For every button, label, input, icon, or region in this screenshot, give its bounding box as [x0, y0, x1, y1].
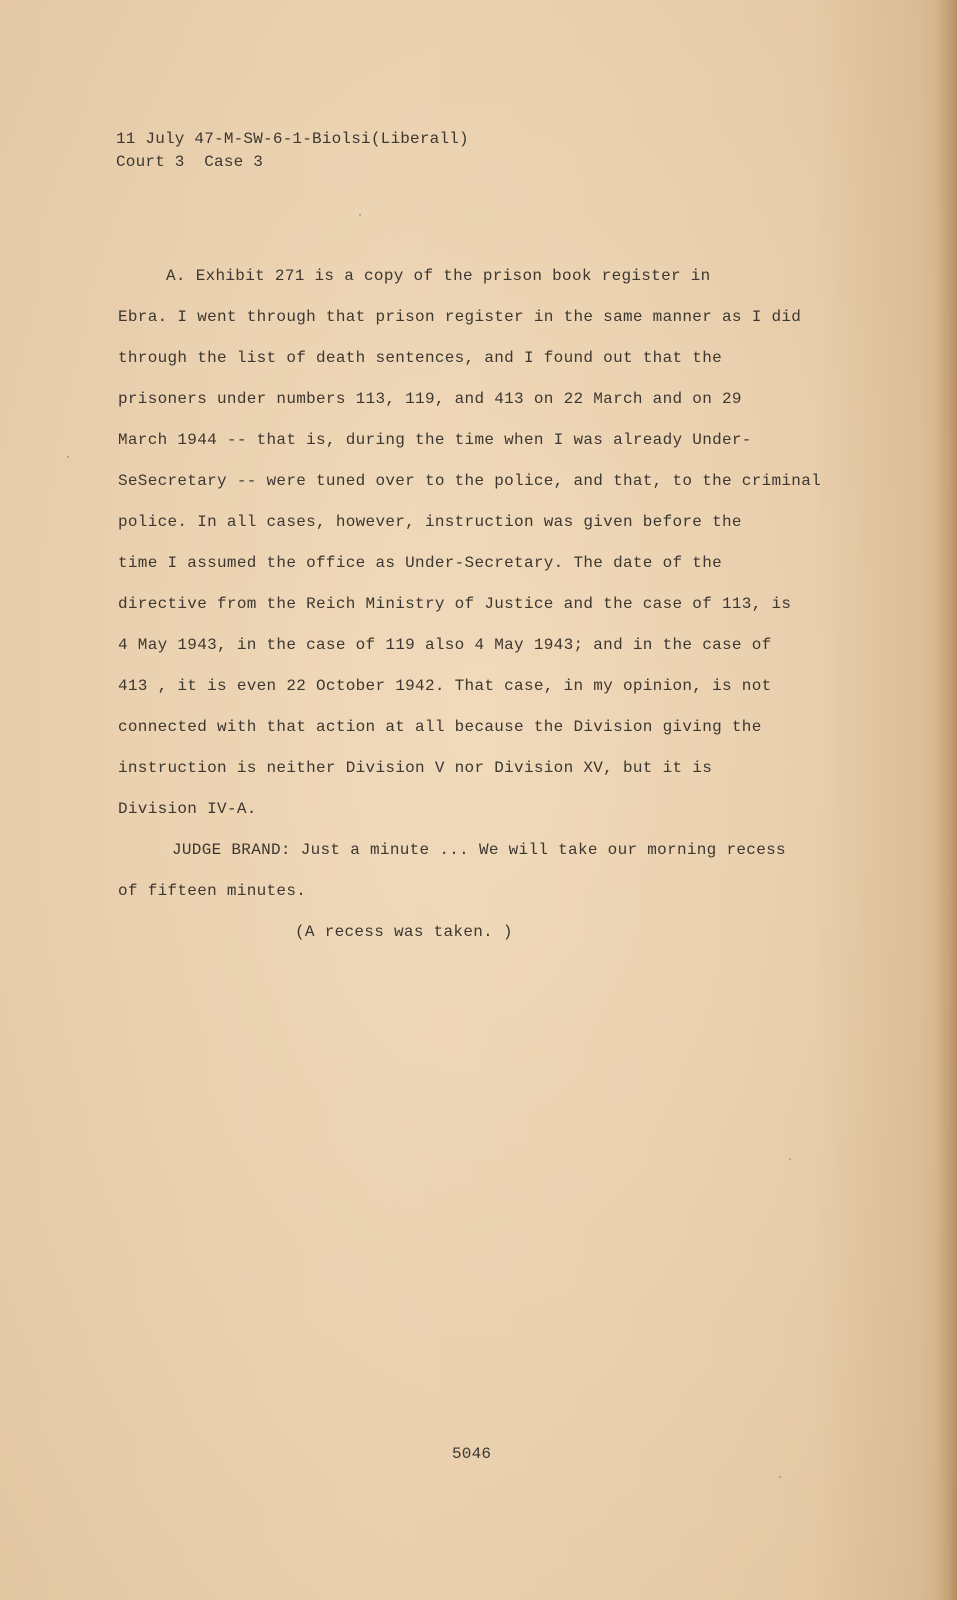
header-reference: 11 July 47-M-SW-6-1-Biolsi(Liberall): [116, 130, 469, 148]
transcript-line: Division IV-A.: [118, 800, 257, 818]
transcript-line: 4 May 1943, in the case of 119 also 4 May 1943; and in the case of: [118, 636, 772, 654]
transcript-line: time I assumed the office as Under-Secretary. The date of the: [118, 554, 722, 572]
transcript-line: Ebra. I went through that prison register in the same manner as I did: [118, 308, 802, 326]
judge-statement-line: JUDGE BRAND: Just a minute ... We will take our morning recess: [172, 841, 786, 859]
paper-speck: [359, 214, 361, 216]
transcript-line: through the list of death sentences, and I found out that the: [118, 349, 722, 367]
paper-speck: [67, 456, 69, 458]
header-court-case: Court 3 Case 3: [116, 153, 264, 171]
transcript-line: A. Exhibit 271 is a copy of the prison book register in: [166, 267, 711, 285]
transcript-line: connected with that action at all because the Division giving the: [118, 718, 762, 736]
document-header: [116, 128, 469, 174]
paper-speck: [779, 1476, 781, 1478]
paper-edge-shadow: [935, 0, 957, 1600]
transcript-line: prisoners under numbers 113, 119, and 413 on 22 March and on 29: [118, 390, 742, 408]
transcript-line: 413 , it is even 22 October 1942. That case, in my opinion, is not: [118, 677, 772, 695]
recess-note: (A recess was taken. ): [295, 923, 513, 941]
transcript-line: directive from the Reich Ministry of Justice and the case of 113, is: [118, 595, 792, 613]
transcript-line: SeSecretary -- were tuned over to the police, and that, to the criminal: [118, 472, 822, 490]
transcript-line: March 1944 -- that is, during the time when I was already Under-: [118, 431, 752, 449]
paper-speck: [789, 1158, 791, 1160]
transcript-line: instruction is neither Division V nor Division XV, but it is: [118, 759, 713, 777]
page-number: 5046: [452, 1445, 492, 1463]
transcript-body: [118, 266, 858, 963]
judge-statement-line: of fifteen minutes.: [118, 882, 307, 900]
transcript-line: police. In all cases, however, instruction was given before the: [118, 513, 742, 531]
